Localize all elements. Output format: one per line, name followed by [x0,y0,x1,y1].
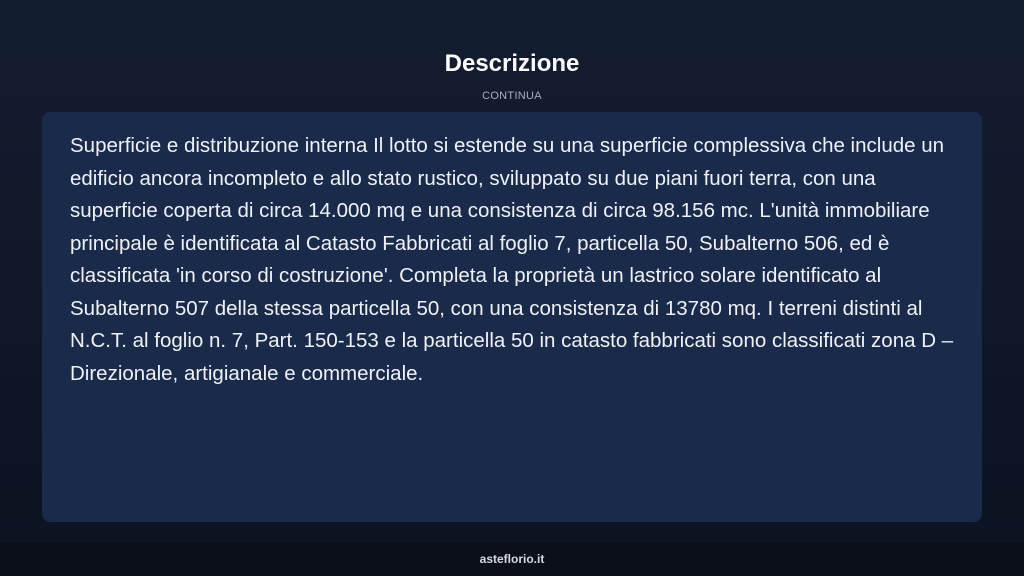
footer-site-label: asteflorio.it [479,552,545,566]
footer [0,543,1024,576]
page-subtitle: CONTINUA [482,90,542,102]
description-text: Superficie e distribuzione interna Il lotto si estende su una superficie complessiva che include un edificio ancora incompleto e allo stato rustico, sviluppato su due piani fuori terra, con una superficie coperta di circa 14.000 mq e una consistenza di circa 98.156 mc. L'unità immobiliare principale è identificata al Catasto Fabbricati al foglio 7, particella 50, Subalterno 506, ed è classificata 'in corso di costruzione'. Completa la proprietà un lastrico solare identificato al Subalterno 507 della stessa particella 50, con una consistenza di 13780 mq. I terreni distinti al N.C.T. al foglio n. 7, Part. 150-153 e la particella 50 in catasto fabbricati sono classificati zona D – Direzionale, artigianale e commerciale. [70,134,954,385]
page-title: Descrizione [444,50,580,77]
description-card [42,112,982,522]
